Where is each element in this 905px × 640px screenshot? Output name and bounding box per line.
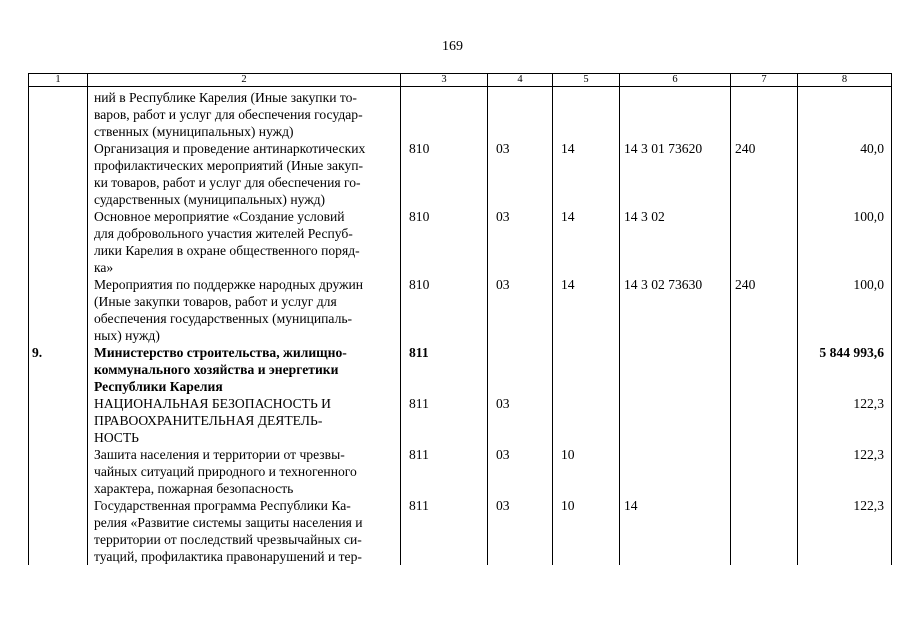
row-name-line: характера, пожарная безопасность [94,481,294,496]
row-name-line: сударственных (муниципальных) нужд) [94,192,326,207]
row-name-line: Республики Карелия [94,379,223,394]
ministry-code-cell: 810 [401,276,488,344]
table-row [29,87,892,141]
table-row [29,208,892,276]
row-name-line: (Иные закупки товаров, работ и услуг для [94,294,337,309]
row-name-line: ственных (муниципальных) нужд) [94,124,294,139]
subsection-code-cell [553,344,620,395]
table-row [29,276,892,344]
page-number: 169 [442,39,463,54]
expense-type-cell [731,395,798,446]
row-name-line: территории от последствий чрезвычайных си- [94,532,362,547]
subsection-code-cell [553,87,620,141]
column-number-header-row [29,74,892,87]
expense-type-cell [731,497,798,565]
amount-cell [798,87,892,141]
row-index-cell [29,208,88,276]
column-header: 6 [620,74,731,87]
expense-type-cell: 240 [731,140,798,208]
target-article-cell: 14 3 02 73630 [620,276,731,344]
ministry-code-cell: 811 [401,446,488,497]
column-header: 1 [29,74,88,87]
row-name-line: профилактических мероприятий (Иные закуп- [94,158,364,173]
amount-cell: 5 844 993,6 [798,344,892,395]
row-name-line: ки товаров, работ и услуг для обеспечения го- [94,175,361,190]
expense-type-cell [731,446,798,497]
target-article-cell [620,87,731,141]
row-index-cell [29,446,88,497]
row-index-cell [29,87,88,141]
target-article-cell: 14 3 01 73620 [620,140,731,208]
section-code-cell: 03 [488,140,553,208]
row-name-cell [88,497,401,565]
target-article-cell [620,446,731,497]
row-index-cell [29,276,88,344]
amount-cell: 40,0 [798,140,892,208]
column-header: 7 [731,74,798,87]
table-body [29,87,892,566]
row-name-line: Государственная программа Республики Ка- [94,498,351,513]
row-name-line: лики Карелия в охране общественного поряд- [94,243,360,258]
subsection-code-cell: 14 [553,140,620,208]
row-name-line: коммунального хозяйства и энергетики [94,362,339,377]
row-name-line: ний в Республике Карелия (Иные закупки то- [94,90,357,105]
section-code-cell: 03 [488,446,553,497]
table-row [29,395,892,446]
row-name-cell [88,344,401,395]
ministry-code-cell [401,87,488,141]
ministry-code-cell: 811 [401,344,488,395]
row-name-line: ПРАВООХРАНИТЕЛЬНАЯ ДЕЯТЕЛЬ- [94,413,323,428]
expense-type-cell [731,208,798,276]
table-row [29,344,892,395]
ministry-code-cell: 810 [401,208,488,276]
row-name-cell [88,395,401,446]
target-article-cell: 14 [620,497,731,565]
row-index-cell [29,140,88,208]
subsection-code-cell: 10 [553,497,620,565]
row-name-line: ка» [94,260,114,275]
subsection-code-cell: 14 [553,208,620,276]
row-name-line: Организация и проведение антинаркотических [94,141,366,156]
subsection-code-cell: 10 [553,446,620,497]
row-name-cell [88,208,401,276]
column-header: 2 [88,74,401,87]
column-header: 3 [401,74,488,87]
ministry-code-cell: 811 [401,395,488,446]
expense-type-cell [731,344,798,395]
table-row [29,446,892,497]
row-index-cell: 9. [29,344,88,395]
target-article-cell [620,395,731,446]
section-code-cell: 03 [488,497,553,565]
subsection-code-cell: 14 [553,276,620,344]
row-name-cell [88,446,401,497]
row-name-line: НАЦИОНАЛЬНАЯ БЕЗОПАСНОСТЬ И [94,396,331,411]
row-name-cell [88,87,401,141]
column-header: 4 [488,74,553,87]
expense-type-cell: 240 [731,276,798,344]
row-name-cell [88,140,401,208]
row-name-line: Министерство строительства, жилищно- [94,345,347,360]
row-name-line: Мероприятия по поддержке народных дружин [94,277,364,292]
row-name-line: обеспечения государственных (муниципаль- [94,311,353,326]
amount-cell: 100,0 [798,276,892,344]
budget-table [28,73,892,565]
table-row [29,497,892,565]
row-index-cell [29,395,88,446]
row-index-cell [29,497,88,565]
row-name-line: для добровольного участия жителей Респуб- [94,226,353,241]
amount-cell: 122,3 [798,395,892,446]
row-name-line: чайных ситуаций природного и техногенного [94,464,357,479]
expense-type-cell [731,87,798,141]
section-code-cell: 03 [488,208,553,276]
target-article-cell [620,344,731,395]
amount-cell: 122,3 [798,446,892,497]
row-name-line: туаций, профилактика правонарушений и тер- [94,549,362,564]
row-name-line: ных) нужд) [94,328,160,343]
row-name-line: релия «Развитие системы защиты населения и [94,515,363,530]
table-row [29,140,892,208]
subsection-code-cell [553,395,620,446]
row-name-line: варов, работ и услуг для обеспечения государ- [94,107,363,122]
row-name-cell [88,276,401,344]
row-name-line: Зашита населения и территории от чрезвы- [94,447,345,462]
column-header: 8 [798,74,892,87]
section-code-cell [488,344,553,395]
column-header: 5 [553,74,620,87]
ministry-code-cell: 811 [401,497,488,565]
section-code-cell: 03 [488,276,553,344]
section-code-cell: 03 [488,395,553,446]
section-code-cell [488,87,553,141]
target-article-cell: 14 3 02 [620,208,731,276]
row-name-line: НОСТЬ [94,430,139,445]
ministry-code-cell: 810 [401,140,488,208]
row-name-line: Основное мероприятие «Создание условий [94,209,345,224]
amount-cell: 122,3 [798,497,892,565]
amount-cell: 100,0 [798,208,892,276]
